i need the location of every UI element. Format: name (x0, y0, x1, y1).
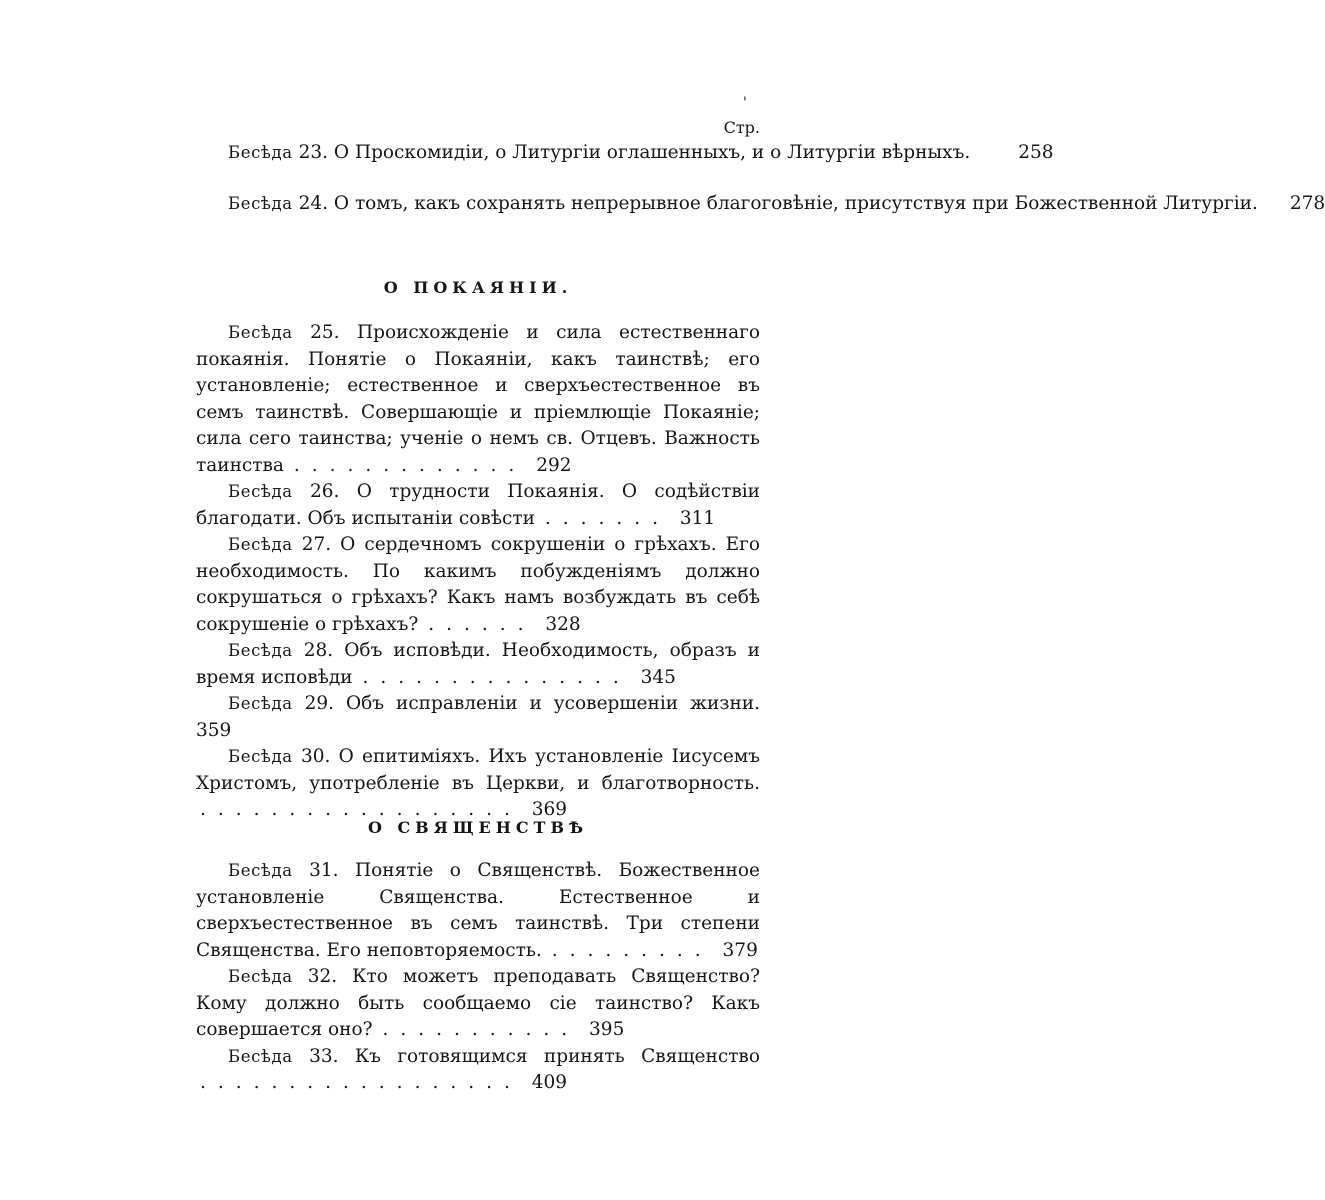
leader-dots: .................. (200, 799, 522, 820)
toc-entries-section-2 (196, 858, 760, 1097)
toc-entry (196, 191, 1325, 218)
entry-title: Объ исправленіи и усовершеніи жизни. (345, 693, 760, 714)
toc-entry (196, 964, 760, 1044)
entry-title: Происхожденіе и сила естественнаго покаянія. Понятіе о Покаяніи, какъ таинствѣ; его установленіе; естественное и сверхъестественное въ семъ таинствѣ. Совершающіе и пріемлющіе Покаяніе; сила сего таинства; ученіе о немъ св. Отцевъ. Важность таинства (196, 322, 760, 476)
leader-dots: ............. (293, 454, 527, 476)
toc-entry (196, 858, 760, 964)
entry-number: 31. (309, 860, 339, 881)
page-column-heading: Стр. (723, 118, 760, 137)
entry-title: Объ исповѣди. Необходимость, образъ и время исповѣди (196, 640, 761, 688)
entry-title: О трудности Покаянія. О содѣйствіи благодати. Объ испытаніи совѣсти (196, 481, 760, 529)
entry-page-number: 311 (679, 507, 716, 529)
leader-dots: .................. (200, 1072, 522, 1093)
entry-number: 30. (300, 746, 331, 767)
entry-label: Бесѣда (228, 193, 293, 213)
leader-dots: ...... (428, 613, 536, 635)
toc-entry (196, 1044, 760, 1097)
entry-page-number: 359 (196, 719, 232, 741)
entry-page-number: 369 (531, 799, 568, 820)
entry-number: 26. (310, 481, 340, 502)
entry-number: 29. (304, 693, 335, 714)
entry-label: Бесѣда (228, 1046, 293, 1066)
toc-entry (196, 320, 760, 479)
section-heading: О СВЯЩЕНСТВѢ (367, 818, 589, 837)
entry-page-number: 292 (536, 454, 572, 476)
entry-label: Бесѣда (228, 323, 293, 342)
toc-entry (196, 638, 760, 691)
leader-dots: ........... (382, 1019, 580, 1040)
toc-entries-section-1 (196, 320, 760, 824)
entry-label: Бесѣда (228, 967, 293, 986)
leader-dots: ............... (362, 666, 631, 688)
section-heading: О ПОКАЯНІИ. (383, 278, 573, 297)
printer-mark: ' (743, 95, 747, 111)
entry-number: 27. (301, 534, 332, 555)
entry-label: Бесѣда (228, 535, 293, 554)
leader-dots: ......... (551, 939, 713, 961)
entry-page-number: 409 (531, 1072, 568, 1093)
toc-entry (196, 691, 760, 744)
toc-entry (196, 744, 760, 824)
entry-page-number: 395 (589, 1019, 625, 1040)
entry-number: 28. (303, 640, 334, 661)
entry-label: Бесѣда (228, 861, 293, 880)
entry-page-number: 278 (1289, 192, 1325, 214)
entry-label: Бесѣда (228, 641, 293, 660)
entry-number: 33. (309, 1045, 339, 1067)
entry-page-number: 379 (722, 939, 758, 961)
toc-entry (196, 140, 1054, 167)
toc-entries-top (196, 140, 1325, 217)
entry-label: Бесѣда (228, 694, 293, 713)
entry-title: О сердечномъ сокрушеніи о грѣхахъ. Его необходимость. По какимъ побужденіямъ должно сокрушаться о грѣхахъ? Какъ намъ возбуждать въ себѣ сокрушеніе о грѣхахъ? (196, 534, 760, 635)
entry-label: Бесѣда (228, 143, 293, 162)
entry-title: Къ готовящимся принять Священство (354, 1045, 760, 1067)
entry-title: О томъ, какъ сохранять непрерывное благоговѣніе, присутствуя при Божественной Литургіи. (333, 192, 1258, 214)
entry-label: Бесѣда (228, 482, 293, 501)
entry-label: Бесѣда (228, 747, 293, 766)
entry-page-number: 328 (545, 613, 581, 635)
entry-page-number: 258 (1018, 142, 1054, 163)
entry-number: 23. (298, 142, 328, 163)
entry-number: 24. (298, 192, 328, 214)
entry-title: О Проскомидіи, о Литургіи оглашенныхъ, и о Литургіи вѣрныхъ. (333, 142, 971, 163)
entry-number: 25. (310, 322, 340, 343)
entry-title: Кто можетъ преподавать Священство? Кому должно быть сообщаемо сіе таинство? Какъ совершается оно? (196, 966, 760, 1040)
toc-entry (196, 532, 760, 638)
leader-dots: ....... (544, 507, 670, 529)
toc-entry (196, 479, 760, 532)
entry-title: О епитиміяхъ. Ихъ установленіе Іисусемъ Христомъ, употребленіе въ Церкви, и благотворность. (196, 746, 760, 794)
entry-page-number: 345 (640, 666, 676, 688)
entry-title: Понятіе о Священствѣ. Божественное установленіе Священства. Естественное и сверхъестественное въ семъ таинствѣ. Три степени Священства. Его неповторяемость. (196, 860, 760, 961)
entry-number: 32. (307, 966, 338, 987)
